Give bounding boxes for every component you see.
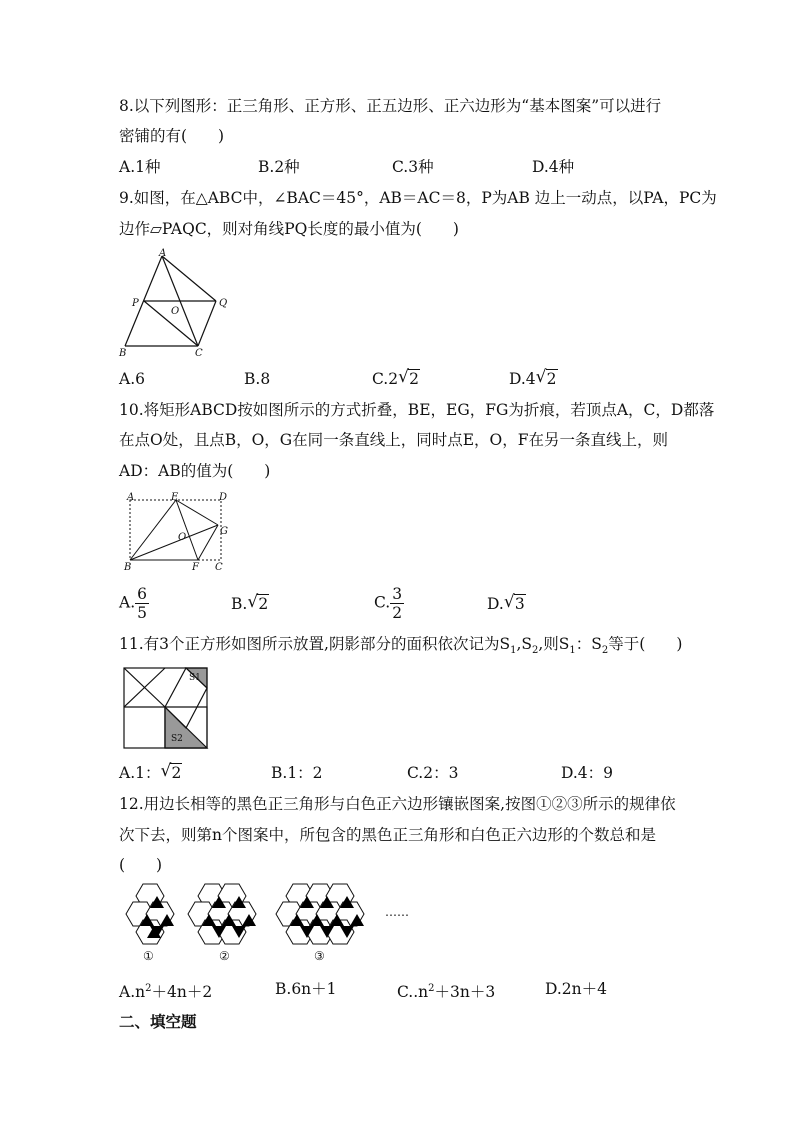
q9-stem-line1: 9.如图，在△ABC中，∠BAC＝45°，AB＝AC＝8，P为AB 边上一动点，以PA，PC为 [119,189,717,207]
q12-option-c: $C..n^2+3n+3$ [397,983,496,1002]
q10-option-c: C. $\frac{3}{2}$ [374,585,403,622]
q10-option-d: D. √ 3 [487,592,525,613]
q10-stem-line1: 10.将矩形ABCD按如图所示的方式折叠，BE，EG，FG为折痕，若顶点A，C，D都落 [119,401,715,419]
q12-pattern-3 [276,884,364,944]
q10-label-c: C [215,562,223,573]
q8-option-a: A.1种 [119,158,161,176]
q9-label-q: Q [219,298,228,309]
q12-label-1: ① [143,949,154,963]
q10-label-f: F [192,562,199,573]
q12-stem-line3: ( ) [119,856,163,874]
q11-label-s1: S1 [189,673,201,683]
q10-stem-line2: 在点O处，且点B，O，G在同一条直线上，同时点E，O，F在另一条直线上，则 [119,431,668,449]
q10-label-b: B [124,562,132,573]
q10-figure-folded-rectangle [118,490,238,575]
q11-option-a: A.1： √ 2 [119,761,182,782]
q10-stem-line3: AD：AB的值为( ) [119,462,271,480]
q8-stem-line2: 密铺的有( ) [119,127,225,145]
q9-label-b: B [119,348,127,359]
q9-label-o: O [171,306,180,317]
q12-stem-line1: 12.用边长相等的黑色正三角形与白色正六边形镶嵌图案,按图①②③所示的规律依 [119,795,676,813]
q11-option-c: C.2：3 [407,764,459,782]
q12-label-2: ② [219,949,230,963]
q10-option-a: A. $\frac{6}{5}$ [119,585,147,622]
q8-option-d: D.4种 [532,158,575,176]
q9-option-c: C.2 √ 2 [372,367,419,388]
q10-label-g: G [220,526,228,537]
q12-figure-tilings [122,882,409,964]
q12-stem-line2: 次下去，则第n个图案中，所包含的黑色正三角形和白色正六边形的个数总和是 [119,826,656,844]
q10-label-o: O [178,532,187,543]
q12-option-a: $A.n^2+4n+2$ [119,983,213,1002]
q9-label-a: A [159,248,167,259]
q10-label-e: E [171,492,179,503]
q9-option-d: D.4 √ 2 [509,367,557,388]
q11-option-b: B.1：2 [271,764,323,782]
q11-label-s2: S2 [171,734,183,744]
q10-label-a: A [127,492,135,503]
q8-stem-line1: 8.以下列图形：正三角形、正方形、正五边形、正六边形为“基本图案”可以进行 [119,97,662,115]
q12-label-3: ③ [314,949,325,963]
q12-ellipsis: …… [385,905,409,919]
q9-option-a: A.6 [119,370,145,388]
q11-figure-squares [122,666,212,752]
q9-label-p: P [132,298,139,309]
q11-stem-line1: 11.有3个正方形如图所示放置,阴影部分的面积依次记为$S_1,S_2$,则$S_1$：$S_2$等于( ) [119,635,683,657]
section-title: 二、填空题 [119,1012,197,1031]
q12-pattern-1 [126,884,174,944]
q12-pattern-2 [188,884,256,944]
q9-option-b: B.8 [244,370,271,388]
q9-figure-parallelogram [115,248,240,363]
q10-label-d: D [219,492,228,503]
q11-option-d: D.4：9 [561,764,614,782]
q8-option-c: C.3种 [392,158,434,176]
q9-stem-line2: 边作▱PAQC，则对角线PQ长度的最小值为( ) [119,220,459,238]
q8-option-b: B.2种 [258,158,300,176]
q10-option-b: B. √ 2 [231,592,269,613]
q12-option-d: D.2n＋4 [545,980,608,998]
q12-option-b: B.6n＋1 [275,980,337,998]
q9-label-c: C [195,348,203,359]
